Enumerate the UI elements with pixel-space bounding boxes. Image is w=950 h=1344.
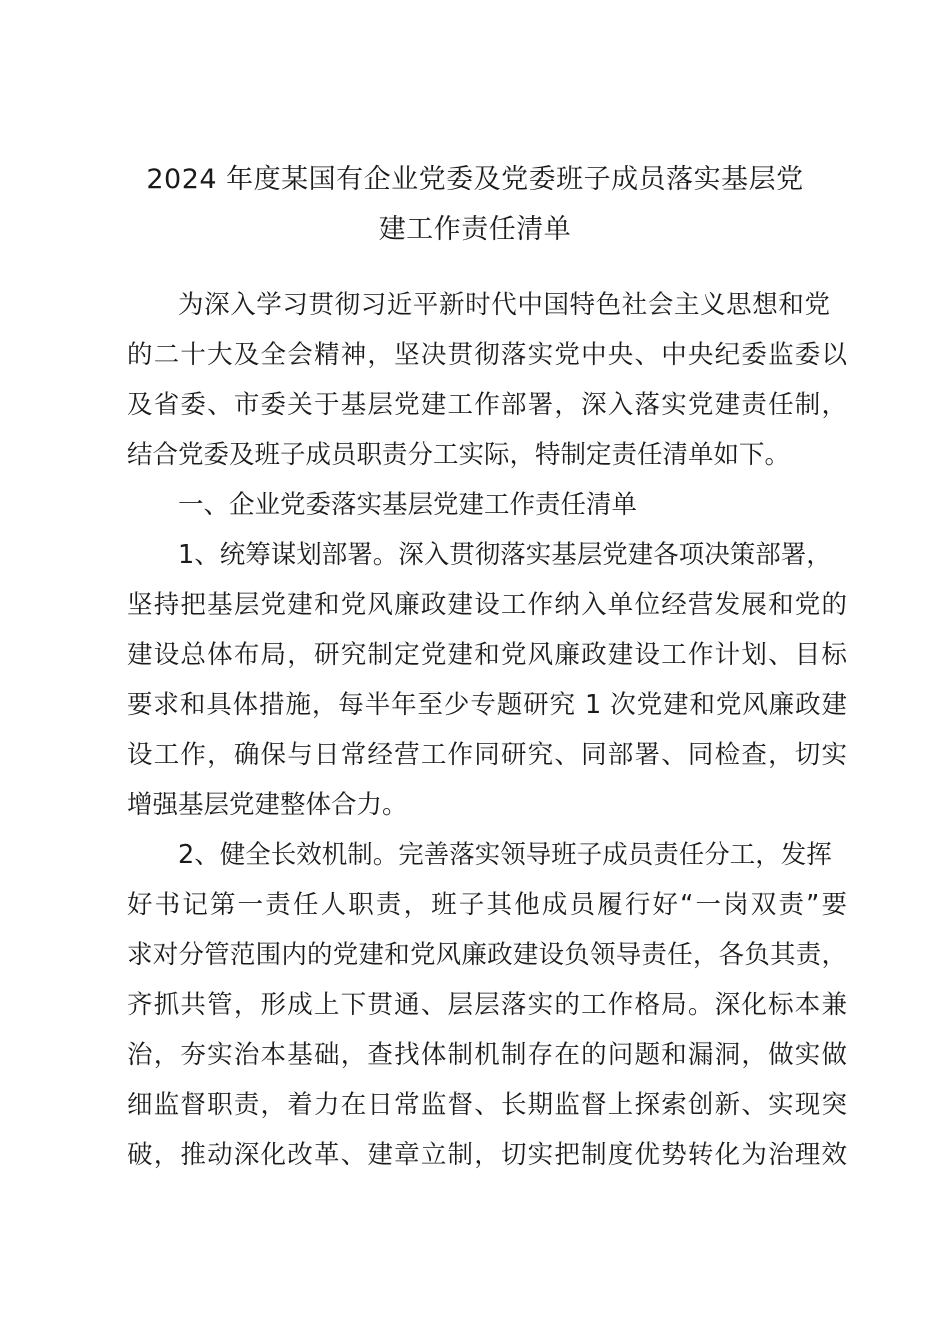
paragraph-line: 设工作，确保与日常经营工作同研究、同部署、同检查，切实 (127, 740, 847, 770)
paragraph-line: 结合党委及班子成员职责分工实际，特制定责任清单如下。 (127, 440, 791, 470)
paragraph-line: 求对分管范围内的党建和党风廉政建设负领导责任，各负其责， (127, 940, 847, 970)
section-heading: 一、企业党委落实基层党建工作责任清单 (178, 490, 638, 520)
paragraph-line: 增强基层党建整体合力。 (127, 790, 408, 820)
paragraph-line: 的二十大及全会精神，坚决贯彻落实党中央、中央纪委监委以 (127, 340, 847, 370)
paragraph-line: 治，夯实治本基础，查找体制机制存在的问题和漏洞，做实做 (127, 1040, 847, 1070)
paragraph-line: 及省委、市委关于基层党建工作部署，深入落实党建责任制， (127, 390, 847, 420)
document-title-line-1: 2024 年度某国有企业党委及党委班子成员落实基层党 (146, 164, 804, 195)
paragraph-line: 1、统筹谋划部署。深入贯彻落实基层党建各项决策部署， (178, 540, 832, 570)
paragraph-line: 2、健全长效机制。完善落实领导班子成员责任分工，发挥 (178, 840, 832, 870)
document-title-line-2: 建工作责任清单 (378, 214, 572, 245)
paragraph-line: 齐抓共管，形成上下贯通、层层落实的工作格局。深化标本兼 (127, 990, 847, 1020)
paragraph-line: 破，推动深化改革、建章立制，切实把制度优势转化为治理效 (127, 1140, 847, 1170)
paragraph-line: 好书记第一责任人职责，班子其他成员履行好“一岗双责”要 (127, 890, 847, 920)
paragraph-line: 要求和具体措施，每半年至少专题研究 1 次党建和党风廉政建 (127, 690, 847, 720)
paragraph-line: 为深入学习贯彻习近平新时代中国特色社会主义思想和党 (178, 290, 830, 320)
paragraph-line: 细监督职责，着力在日常监督、长期监督上探索创新、实现突 (127, 1090, 847, 1120)
paragraph-line: 坚持把基层党建和党风廉政建设工作纳入单位经营发展和党的 (127, 590, 847, 620)
paragraph-line: 建设总体布局，研究制定党建和党风廉政建设工作计划、目标 (127, 640, 847, 670)
